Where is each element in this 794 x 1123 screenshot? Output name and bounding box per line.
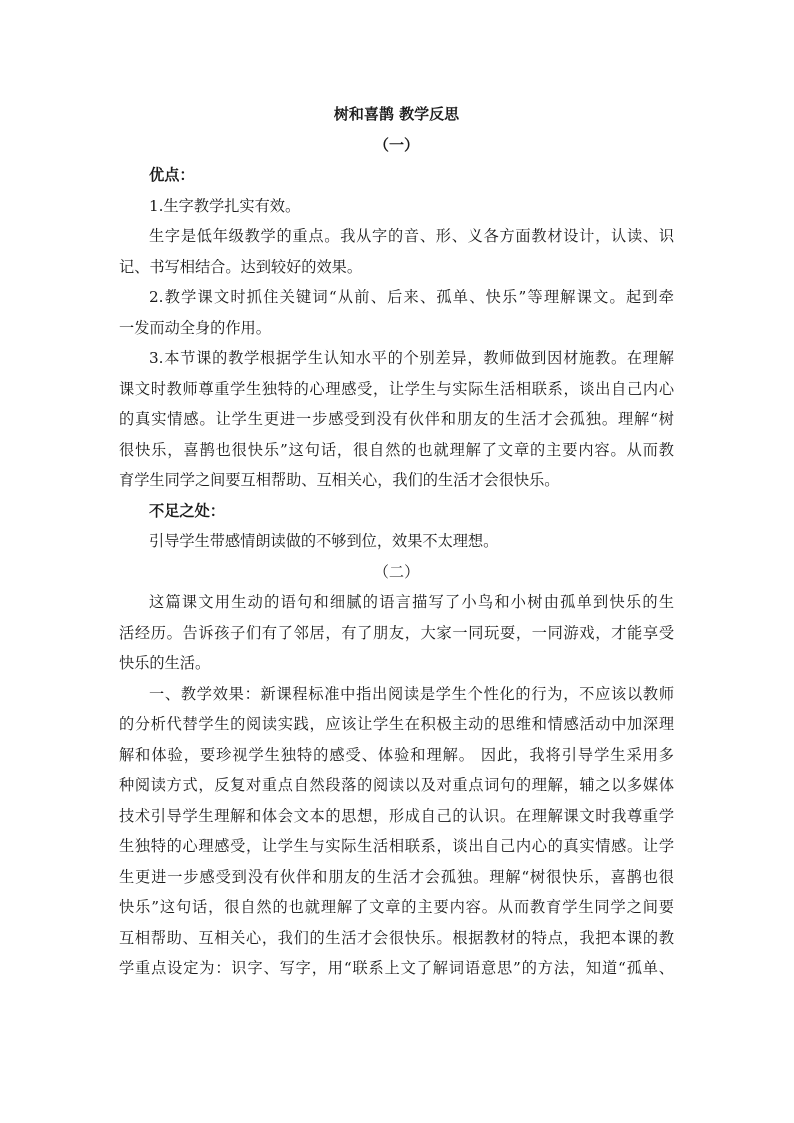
part-one-label: （一） bbox=[373, 135, 419, 154]
paragraph-line: 很快乐，喜鹊也很快乐”这句话，很自然的也就理解了文章的主要内容。从而教 bbox=[119, 440, 674, 459]
paragraph-line: 学重点设定为：识字、写字，用“联系上文了解词语意思”的方法，知道“孤单、 bbox=[119, 959, 674, 977]
weakness-heading: 不足之处： bbox=[149, 501, 225, 520]
paragraph-line: 1.生字教学扎实有效。 bbox=[149, 196, 301, 215]
strengths-heading: 优点： bbox=[149, 166, 195, 184]
document-page bbox=[119, 99, 674, 984]
paragraph-line: 解和体验，要珍视学生独特的感受、体验和理解。 因此，我将引导学生采用多 bbox=[119, 745, 674, 764]
paragraph-line: 引导学生带感情朗读做的不够到位，效果不太理想。 bbox=[149, 532, 499, 550]
paragraph-line: 育学生同学之间要互相帮助、互相关心，我们的生活才会很快乐。 bbox=[119, 471, 560, 489]
paragraph-line: 生独特的心理感受，让学生与实际生活相联系，谈出自己内心的真实情感。让学 bbox=[119, 837, 674, 855]
paragraph-line: 活经历。告诉孩子们有了邻居，有了朋友，大家一同玩耍，一同游戏，才能享受 bbox=[119, 623, 674, 642]
paragraph-line: 这篇课文用生动的语句和细腻的语言描写了小鸟和小树由孤单到快乐的生 bbox=[149, 593, 674, 611]
paragraph-line: 3.本节课的教学根据学生认知水平的个别差异，教师做到因材施教。在理解 bbox=[149, 349, 674, 367]
paragraph-line: 记、书写相结合。达到较好的效果。 bbox=[119, 257, 362, 276]
paragraph-line: 生更进一步感受到没有伙伴和朋友的生活才会孤独。理解“树很快乐，喜鹊也很 bbox=[119, 867, 674, 886]
part-two-label: （二） bbox=[373, 562, 420, 581]
paragraph-line: 一、教学效果：新课程标准中指出阅读是学生个性化的行为，不应该以教师 bbox=[149, 684, 674, 703]
paragraph-line: 的真实情感。让学生更进一步感受到没有伙伴和朋友的生活才会孤独。理解“树 bbox=[119, 410, 674, 428]
paragraph-line: 生字是低年级教学的重点。我从字的音、形、义各方面教材设计，认读、识 bbox=[149, 227, 674, 245]
paragraph-line: 快乐”这句话，很自然的也就理解了文章的主要内容。从而教育学生同学之间要 bbox=[119, 898, 674, 916]
paragraph-line: 快乐的生活。 bbox=[119, 654, 211, 672]
paragraph-line: 互相帮助、互相关心，我们的生活才会很快乐。根据教材的特点，我把本课的教 bbox=[119, 928, 674, 947]
paragraph-line: 的分析代替学生的阅读实践，应该让学生在积极主动的思维和情感活动中加深理 bbox=[119, 715, 674, 733]
paragraph-line: 2.教学课文时抓住关键词“从前、后来、孤单、快乐”等理解课文。起到牵 bbox=[149, 288, 674, 306]
paragraph-line: 课文时教师尊重学生独特的心理感受，让学生与实际生活相联系，谈出自己内心 bbox=[119, 379, 674, 398]
paragraph-line: 种阅读方式，反复对重点自然段落的阅读以及对重点词句的理解，辅之以多媒体 bbox=[119, 776, 674, 794]
document-title: 树和喜鹊 教学反思 bbox=[333, 105, 460, 123]
paragraph-line: 技术引导学生理解和体会文本的思想，形成自己的认识。在理解课文时我尊重学 bbox=[119, 806, 674, 825]
paragraph-line: 一发而动全身的作用。 bbox=[119, 318, 271, 337]
